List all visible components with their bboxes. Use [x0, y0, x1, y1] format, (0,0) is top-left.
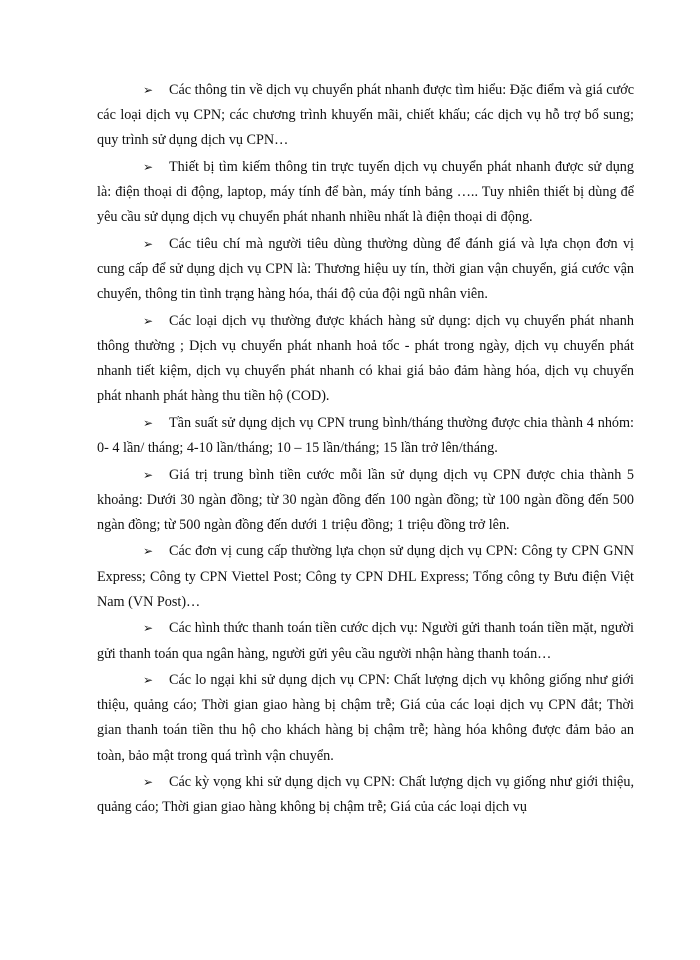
- arrow-bullet-icon: ➢: [143, 159, 154, 174]
- list-item: [97, 770, 634, 820]
- paragraph-text: Các lo ngại khi sử dụng dịch vụ CPN: Chất lượng dịch vụ không giống như giới thiệu, quảng cáo; Thời gian giao hàng bị chậm trễ; Giá của các loại dịch vụ CPN đắt; Thời gian thanh toán tiền thu hộ cho khách hàng bị chậm trễ; hàng hóa không được đảm bảo an toàn, bảo mật trong quá trình vận chuyển.: [97, 672, 634, 764]
- list-item: [97, 539, 634, 615]
- list-item: [97, 232, 634, 308]
- list-item: [97, 155, 634, 231]
- arrow-bullet-icon: ➢: [143, 467, 154, 482]
- arrow-bullet-icon: ➢: [143, 544, 154, 559]
- list-item: [97, 78, 634, 154]
- list-item: [97, 411, 634, 461]
- bullet-list: [97, 78, 634, 822]
- arrow-bullet-icon: ➢: [143, 621, 154, 636]
- list-item: [97, 309, 634, 410]
- list-item: [97, 668, 634, 769]
- arrow-bullet-icon: ➢: [143, 673, 154, 688]
- arrow-bullet-icon: ➢: [143, 775, 154, 790]
- arrow-bullet-icon: ➢: [143, 313, 154, 328]
- paragraph-text: Giá trị trung bình tiền cước mỗi lần sử dụng dịch vụ CPN được chia thành 5 khoảng: Dưới 30 ngàn đồng; từ 30 ngàn đồng đến 100 ngàn đồng; từ 100 ngàn đồng đến 500 ngàn đồng; từ 500 ngàn đồng đến dưới 1 triệu đồng; 1 triệu đồng trở lên.: [97, 466, 634, 533]
- paragraph-text: Các hình thức thanh toán tiền cước dịch vụ: Người gửi thanh toán tiền mặt, người gửi thanh toán qua ngân hàng, người gửi yêu cầu người nhận hàng thanh toán…: [97, 620, 634, 662]
- paragraph-text: Các tiêu chí mà người tiêu dùng thường dùng để đánh giá và lựa chọn đơn vị cung cấp để sử dụng dịch vụ CPN là: Thương hiệu uy tín, thời gian vận chuyển, giá cước vận chuyển, thông tin tình trạng hàng hóa, thái độ của đội ngũ nhân viên.: [97, 235, 634, 303]
- paragraph-text: Các loại dịch vụ thường được khách hàng sử dụng: dịch vụ chuyển phát nhanh thông thường ; Dịch vụ chuyển phát nhanh hoả tốc - phát trong ngày, dịch vụ chuyển phát nhanh tiết kiệm, dịch vụ chuyển phát nhanh có khai giá bảo đảm hàng hóa, dịch vụ chuyển phát nhanh phát hàng thu tiền hộ (COD).: [97, 312, 634, 405]
- arrow-bullet-icon: ➢: [143, 236, 154, 251]
- arrow-bullet-icon: ➢: [143, 83, 154, 97]
- list-item: [97, 463, 634, 539]
- paragraph-text: Thiết bị tìm kiếm thông tin trực tuyến dịch vụ chuyển phát nhanh được sử dụng là: điện thoại di động, laptop, máy tính để bàn, máy tính bảng ….. Tuy nhiên thiết bị dùng để yêu cầu sử dụng dịch vụ chuyển phát nhanh nhiều nhất là điện thoại di động.: [97, 158, 634, 226]
- paragraph-text: Các kỳ vọng khi sử dụng dịch vụ CPN: Chất lượng dịch vụ giống như giới thiệu, quảng cáo; Thời gian giao hàng không bị chậm trễ; Giá của các loại dịch vụ: [97, 774, 634, 816]
- arrow-bullet-icon: ➢: [143, 415, 154, 430]
- paragraph-text: Tần suất sử dụng dịch vụ CPN trung bình/tháng thường được chia thành 4 nhóm: 0- 4 lần/ tháng; 4-10 lần/tháng; 10 – 15 lần/tháng; 15 lần trở lên/tháng.: [97, 414, 634, 457]
- paragraph-text: Các đơn vị cung cấp thường lựa chọn sử dụng dịch vụ CPN: Công ty CPN GNN Express; Công ty CPN Viettel Post; Công ty CPN DHL Express; Tổng công ty Bưu điện Việt Nam (VN Post)…: [97, 543, 634, 610]
- list-item: [97, 616, 634, 666]
- paragraph-text: Các thông tin về dịch vụ chuyển phát nhanh được tìm hiểu: Đặc điểm và giá cước các loại dịch vụ CPN; các chương trình khuyến mãi, chiết khấu; các dịch vụ hỗ trợ bổ sung; quy trình sử dụng dịch vụ CPN…: [97, 82, 634, 149]
